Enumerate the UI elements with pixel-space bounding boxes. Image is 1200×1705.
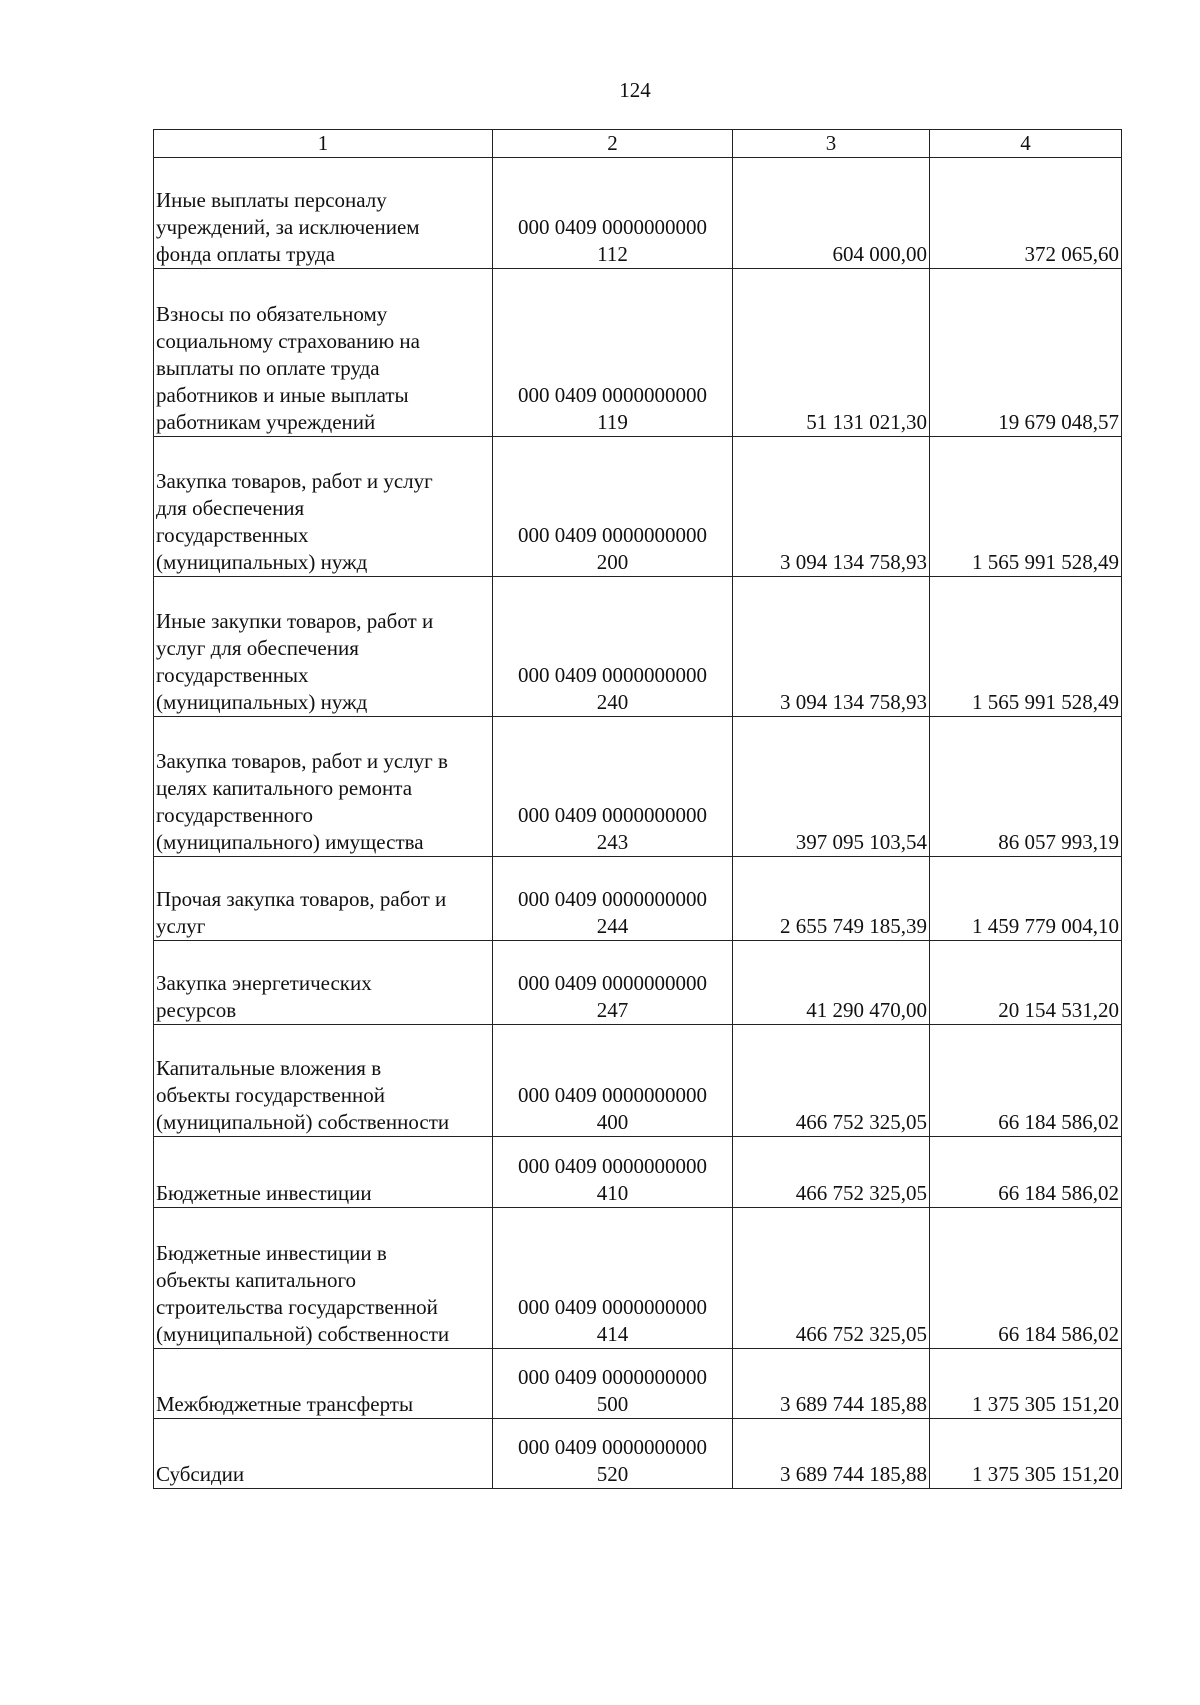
- row-name-line: Закупка товаров, работ и услуг в: [156, 749, 448, 773]
- row-name-line: Взносы по обязательному: [156, 302, 388, 326]
- row-code-line: 000 0409 0000000000: [518, 803, 707, 827]
- column-header: 2: [493, 130, 733, 158]
- row-value-col4: 19 679 048,57: [930, 269, 1122, 437]
- row-name: [154, 717, 493, 857]
- row-value-col3: 466 752 325,05: [733, 1025, 930, 1137]
- row-value-col4: 66 184 586,02: [930, 1137, 1122, 1208]
- row-code-line: 410: [596, 1181, 629, 1205]
- row-name: [154, 1025, 493, 1137]
- row-value-col4: 20 154 531,20: [930, 941, 1122, 1025]
- row-name-line: Субсидии: [156, 1462, 245, 1486]
- row-value-col3: 3 689 744 185,88: [733, 1349, 930, 1419]
- row-name-line: Капитальные вложения в: [156, 1056, 382, 1080]
- row-code-line: 520: [596, 1462, 629, 1486]
- row-name-line: Бюджетные инвестиции: [156, 1181, 372, 1205]
- column-header: 4: [930, 130, 1122, 158]
- row-name-line: (муниципальной) собственности: [156, 1322, 450, 1346]
- row-value-col3: 466 752 325,05: [733, 1208, 930, 1349]
- row-code-line: 112: [597, 242, 628, 266]
- row-value-col3: 3 094 134 758,93: [733, 577, 930, 717]
- table-row: [154, 941, 1122, 1025]
- table-row: [154, 437, 1122, 577]
- row-code-line: 243: [596, 830, 629, 854]
- row-code: [493, 1419, 733, 1489]
- row-code: [493, 1349, 733, 1419]
- row-value-col3: 466 752 325,05: [733, 1137, 930, 1208]
- row-name-line: Закупка товаров, работ и услуг: [156, 469, 433, 493]
- row-name-line: учреждений, за исключением: [156, 215, 420, 239]
- table-row: [154, 1137, 1122, 1208]
- row-value-col4: 1 459 779 004,10: [930, 857, 1122, 941]
- column-header: 1: [154, 130, 493, 158]
- table-row: [154, 1208, 1122, 1349]
- row-name-line: государственных: [156, 663, 309, 687]
- row-code-line: 000 0409 0000000000: [518, 1365, 707, 1389]
- row-code-line: 119: [597, 410, 628, 434]
- row-code-line: 247: [596, 998, 629, 1022]
- row-name-line: работников и иные выплаты: [156, 383, 409, 407]
- row-name-line: (муниципальных) нужд: [156, 550, 368, 574]
- table-row: [154, 857, 1122, 941]
- row-name-line: услуг: [156, 914, 206, 938]
- row-code: [493, 1137, 733, 1208]
- table-row: [154, 158, 1122, 269]
- row-code-line: 400: [596, 1110, 629, 1134]
- row-code-line: 200: [596, 550, 629, 574]
- row-name-line: выплаты по оплате труда: [156, 356, 380, 380]
- row-value-col4: 66 184 586,02: [930, 1025, 1122, 1137]
- table-body: [154, 158, 1122, 1489]
- row-value-col3: 604 000,00: [733, 158, 930, 269]
- row-name-line: (муниципального) имущества: [156, 830, 424, 854]
- budget-table: [153, 129, 1122, 1489]
- row-name-line: целях капитального ремонта: [156, 776, 413, 800]
- table-row: [154, 269, 1122, 437]
- row-code: [493, 577, 733, 717]
- row-value-col4: 86 057 993,19: [930, 717, 1122, 857]
- row-name: [154, 1137, 493, 1208]
- row-code-line: 000 0409 0000000000: [518, 523, 707, 547]
- row-value-col4: 1 375 305 151,20: [930, 1419, 1122, 1489]
- row-name-line: Иные закупки товаров, работ и: [156, 609, 434, 633]
- row-name: [154, 857, 493, 941]
- row-name: [154, 577, 493, 717]
- row-code-line: 000 0409 0000000000: [518, 887, 707, 911]
- table-row: [154, 1349, 1122, 1419]
- header-row: [154, 130, 1122, 158]
- row-code: [493, 941, 733, 1025]
- table-row: [154, 1025, 1122, 1137]
- row-name-line: Закупка энергетических: [156, 971, 372, 995]
- row-value-col3: 3 094 134 758,93: [733, 437, 930, 577]
- row-name-line: Иные выплаты персоналу: [156, 188, 387, 212]
- row-code: [493, 158, 733, 269]
- row-name-line: государственных: [156, 523, 309, 547]
- row-code: [493, 717, 733, 857]
- row-value-col4: 1 565 991 528,49: [930, 577, 1122, 717]
- row-value-col3: 51 131 021,30: [733, 269, 930, 437]
- row-name-line: Межбюджетные трансферты: [156, 1392, 414, 1416]
- row-code-line: 000 0409 0000000000: [518, 1295, 707, 1319]
- row-name-line: объекты государственной: [156, 1083, 385, 1107]
- row-value-col3: 3 689 744 185,88: [733, 1419, 930, 1489]
- row-code-line: 500: [596, 1392, 629, 1416]
- row-code: [493, 269, 733, 437]
- row-code-line: 000 0409 0000000000: [518, 971, 707, 995]
- row-code: [493, 857, 733, 941]
- row-name: [154, 437, 493, 577]
- row-code-line: 000 0409 0000000000: [518, 1083, 707, 1107]
- row-code-line: 000 0409 0000000000: [518, 383, 707, 407]
- page-number: 124: [619, 78, 651, 102]
- row-name-line: (муниципальных) нужд: [156, 690, 368, 714]
- row-name: [154, 269, 493, 437]
- column-header: 3: [733, 130, 930, 158]
- row-name-line: социальному страхованию на: [156, 329, 420, 353]
- row-name-line: для обеспечения: [156, 496, 305, 520]
- row-code-line: 000 0409 0000000000: [518, 1154, 707, 1178]
- row-name-line: строительства государственной: [156, 1295, 438, 1319]
- row-name-line: фонда оплаты труда: [156, 242, 335, 266]
- row-name-line: (муниципальной) собственности: [156, 1110, 450, 1134]
- row-value-col4: 66 184 586,02: [930, 1208, 1122, 1349]
- row-code: [493, 1025, 733, 1137]
- row-name-line: Бюджетные инвестиции в: [156, 1241, 387, 1265]
- row-code-line: 414: [596, 1322, 629, 1346]
- row-value-col4: 1 565 991 528,49: [930, 437, 1122, 577]
- row-name: [154, 941, 493, 1025]
- row-name-line: работникам учреждений: [156, 410, 376, 434]
- row-code: [493, 437, 733, 577]
- row-value-col3: 397 095 103,54: [733, 717, 930, 857]
- row-code-line: 000 0409 0000000000: [518, 663, 707, 687]
- row-name-line: Прочая закупка товаров, работ и: [156, 887, 447, 911]
- table-row: [154, 577, 1122, 717]
- row-name: [154, 1208, 493, 1349]
- row-name: [154, 158, 493, 269]
- table-row: [154, 1419, 1122, 1489]
- row-value-col4: 372 065,60: [930, 158, 1122, 269]
- row-value-col3: 2 655 749 185,39: [733, 857, 930, 941]
- row-name-line: услуг для обеспечения: [156, 636, 359, 660]
- table-row: [154, 717, 1122, 857]
- row-code-line: 244: [596, 914, 629, 938]
- row-code-line: 240: [596, 690, 629, 714]
- row-name: [154, 1349, 493, 1419]
- row-name-line: государственного: [156, 803, 314, 827]
- row-code: [493, 1208, 733, 1349]
- row-value-col3: 41 290 470,00: [733, 941, 930, 1025]
- row-name: [154, 1419, 493, 1489]
- row-code-line: 000 0409 0000000000: [518, 1435, 707, 1459]
- row-name-line: объекты капитального: [156, 1268, 357, 1292]
- row-value-col4: 1 375 305 151,20: [930, 1349, 1122, 1419]
- row-name-line: ресурсов: [156, 998, 237, 1022]
- row-code-line: 000 0409 0000000000: [518, 215, 707, 239]
